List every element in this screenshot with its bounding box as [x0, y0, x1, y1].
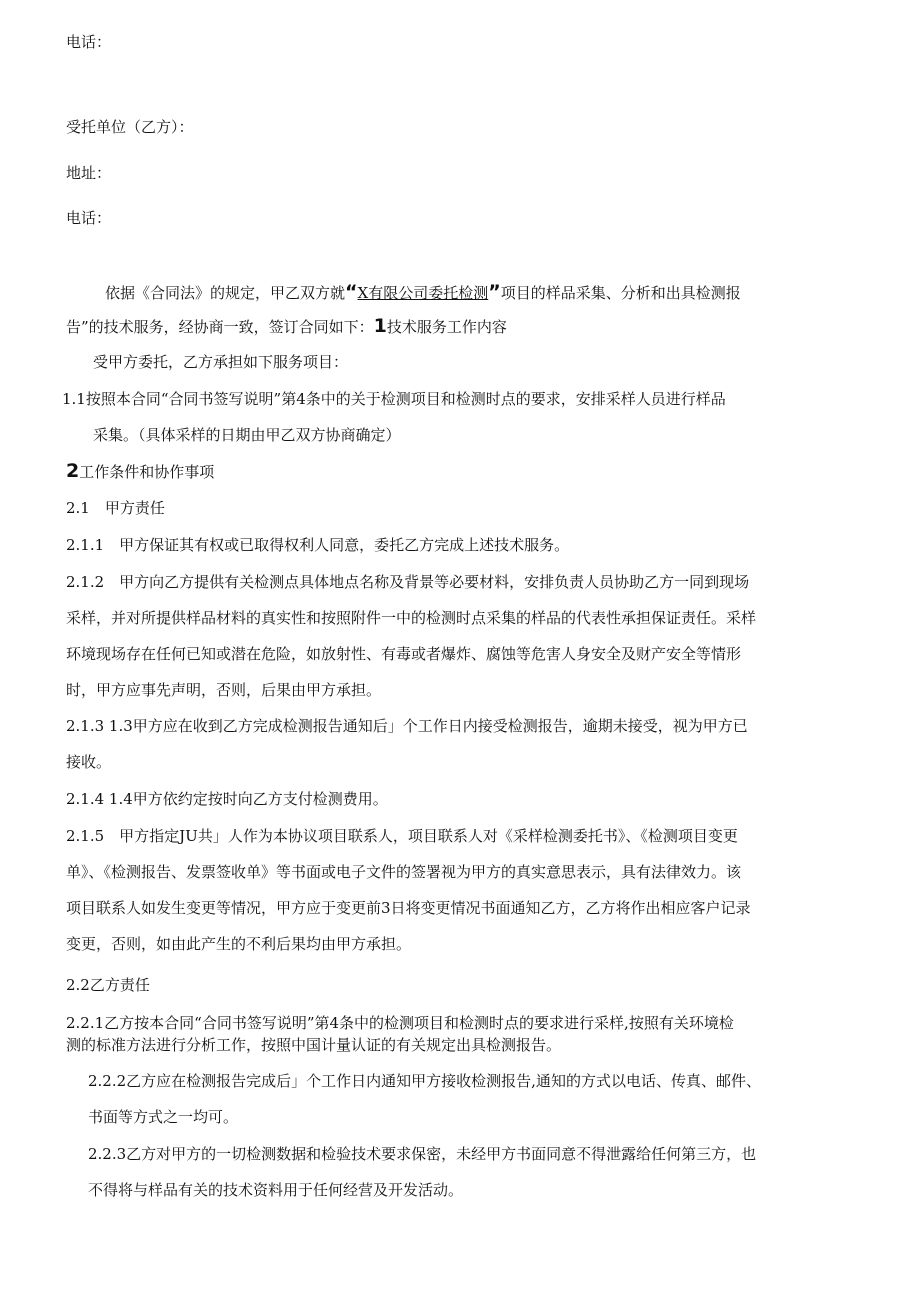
- project-name: X有限公司委托检测: [357, 284, 489, 302]
- clause-2-2-2-line-1: 2.2.2乙方应在检测报告完成后」个工作日内通知甲方接收检测报告,通知的方式以电话、传真、邮件、: [88, 1072, 761, 1090]
- section-2-title: 工作条件和协作事项: [79, 463, 215, 481]
- item-1-1-line-2: 采集。（具体采样的日期由甲乙双方协商确定）: [93, 426, 401, 444]
- clause-2-1-1: 2.1.1 甲方保证其有权或已取得权利人同意，委托乙方完成上述技术服务。: [66, 536, 570, 554]
- quote-close: ”: [488, 281, 501, 303]
- clause-2-2: 2.2乙方责任: [66, 976, 150, 994]
- preamble-prefix: 依据《合同法》的规定，甲乙双方就: [105, 284, 346, 302]
- clause-2-1-3-line-2: 接收。: [66, 753, 112, 771]
- party-b-address-label: 地址：: [66, 164, 112, 182]
- clause-2-2-1-line-2: 测的标准方法进行分析工作，按照中国计量认证的有关规定出具检测报告。: [66, 1036, 562, 1054]
- clause-2-1-5-line-1: 2.1.5 甲方指定JU共」人作为本协议项目联系人，项目联系人对《采样检测委托书》、《检测项目变更: [66, 827, 738, 845]
- preamble-line-2: [66, 316, 507, 337]
- clause-2-1-3-line-1: 2.1.3 1.3甲方应在收到乙方完成检测报告通知后」个工作日内接受检测报告，逾期未接受，视为甲方已: [66, 717, 748, 735]
- quote-open: “: [345, 281, 358, 303]
- preamble-suffix: 项目的样品采集、分析和出具检测报: [500, 284, 741, 302]
- item-1-1-line-1: 1.1按照本合同“合同书签写说明”第4条中的关于检测项目和检测时点的要求，安排采样人员进行样品: [62, 390, 726, 408]
- party-b-title: 受托单位（乙方）：: [66, 118, 194, 136]
- clause-2-2-1-line-1: 2.2.1乙方按本合同“合同书签写说明”第4条中的检测项目和检测时点的要求进行采样,按照有关环境检: [66, 1014, 734, 1032]
- clause-2-1-5-line-3: 项目联系人如发生变更等情况，甲方应于变更前3日将变更情况书面通知乙方，乙方将作出相应客户记录: [66, 899, 751, 917]
- clause-2-2-3-line-1: 2.2.3乙方对甲方的一切检测数据和检验技术要求保密，未经甲方书面同意不得泄露给任何第三方，也: [88, 1145, 757, 1163]
- clause-2-2-2-line-2: 书面等方式之一均可。: [88, 1108, 239, 1126]
- section-1-number: 1: [373, 315, 387, 337]
- clause-2-1: 2.1 甲方责任: [66, 499, 165, 517]
- clause-2-1-2-line-1: 2.1.2 甲方向乙方提供有关检测点具体地点名称及背景等必要材料，安排负责人员协助乙方一同到现场: [66, 573, 750, 591]
- clause-2-1-5-line-4: 变更，否则，如由此产生的不利后果均由甲方承担。: [66, 935, 412, 953]
- section-2-heading: [66, 461, 214, 482]
- party-b-phone-label: 电话：: [66, 209, 112, 227]
- clause-2-2-3-line-2: 不得将与样品有关的技术资料用于任何经营及开发活动。: [88, 1181, 464, 1199]
- clause-2-1-2-line-2: 采样，并对所提供样品材料的真实性和按照附件一中的检测时点采集的样品的代表性承担保证责任。采样: [66, 609, 757, 627]
- clause-2-1-2-line-4: 时，甲方应事先声明，否则，后果由甲方承担。: [66, 681, 382, 699]
- party-a-phone-label: 电话：: [66, 33, 112, 51]
- section-1-intro: 受甲方委托，乙方承担如下服务项目：: [93, 353, 349, 371]
- preamble-line-2-prefix: 告”的技术服务，经协商一致，签订合同如下：: [66, 318, 374, 336]
- preamble-line-1: [105, 282, 741, 303]
- clause-2-1-4: 2.1.4 1.4甲方依约定按时向乙方支付检测费用。: [66, 790, 388, 808]
- section-1-title: 技术服务工作内容: [386, 318, 507, 336]
- clause-2-1-5-line-2: 单》、《检测报告、发票签收单》等书面或电子文件的签署视为甲方的真实意思表示，具有法律效力。该: [66, 863, 742, 881]
- clause-2-1-2-line-3: 环境现场存在任何已知或潜在危险，如放射性、有毒或者爆炸、腐蚀等危害人身安全及财产安全等情形: [66, 645, 742, 663]
- section-2-number: 2: [66, 460, 80, 482]
